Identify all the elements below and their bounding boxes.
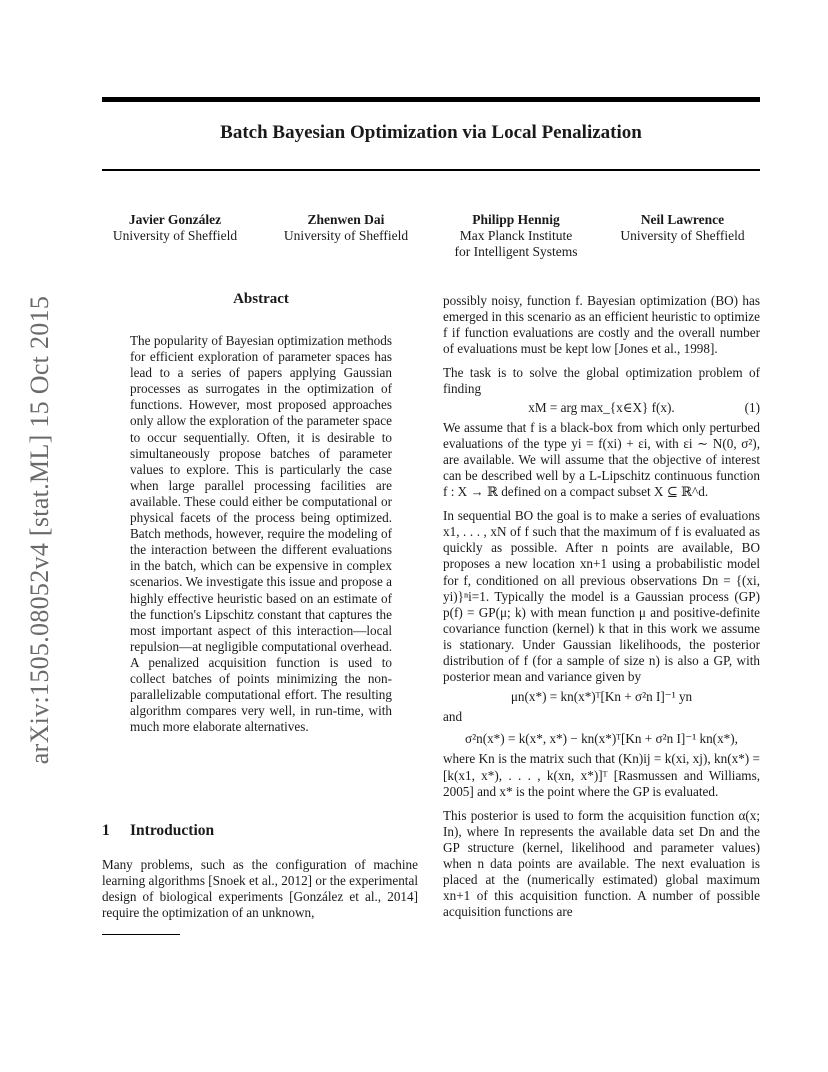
author-block xyxy=(436,212,596,260)
intro-paragraph: Many problems, such as the configuration of machine learning algorithms [Snoek et al., 2012] or the experimental design of biological experiments [González et al., 2014] require the optimization of an unknown, xyxy=(102,857,418,921)
author-name: Zhenwen Dai xyxy=(307,212,385,227)
author-name: Philipp Hennig xyxy=(472,212,560,227)
body-paragraph: The task is to solve the global optimization problem of finding xyxy=(443,365,760,397)
author-block xyxy=(271,212,421,244)
body-paragraph: where Kn is the matrix such that (Kn)ij = k(xi, xj), kn(x*) = [k(x1, x*), . . . , k(xn, x*)]ᵀ [Rasmussen and Williams, 2005] and x* is the point where the GP is evaluated. xyxy=(443,751,760,799)
author-name: Neil Lawrence xyxy=(640,212,725,227)
author-affiliation: University of Sheffield xyxy=(283,228,409,243)
title-rule-top xyxy=(102,97,760,102)
author-affiliation: Max Planck Institute xyxy=(459,228,573,243)
equation-body: xM = arg max_{x∈X} f(x). xyxy=(528,399,675,415)
body-paragraph: possibly noisy, function f. Bayesian optimization (BO) has emerged in this scenario as an efficient heuristic to optimize f if function evaluations are costly and the overall number of evaluations must be kept low [Jones et al., 1998]. xyxy=(443,293,761,357)
author-name: Javier González xyxy=(128,212,222,227)
author-affiliation: University of Sheffield xyxy=(112,228,238,243)
abstract-heading: Abstract xyxy=(233,291,289,307)
equation-posterior-mean: μn(x*) = kn(x*)ᵀ[Kn + σ²n I]⁻¹ yn xyxy=(510,689,693,705)
footnote-rule xyxy=(102,934,180,935)
body-paragraph: In sequential BO the goal is to make a series of evaluations x1, . . . , xN of f such that the maximum of f is evaluated as quickly as possible. After n points are available, BO proposes a new location xn+1 using a probabilistic model for f, conditioned on all previous observations Dn = {(xi, yi)}ⁿi=1. Typically the model is a Gaussian process (GP) p(f) = GP(μ; k) with mean function μ and positive-definite covariance function (kernel) k that in this work we assume is stationary. Under Gaussian likelihoods, the posterior distribution of f (for a sample of size n) is also a GP, with posterior mean and variance given by xyxy=(443,508,760,685)
right-column xyxy=(443,293,760,928)
body-paragraph: We assume that f is a black-box from which only perturbed evaluations of the type yi = f(xi) + εi, with εi ∼ N(0, σ²), are available. We will assume that the objective of interest can be described well by a L-Lipschitz continuous function f : X → ℝ defined on a compact subset X ⊆ ℝ^d. xyxy=(443,419,760,500)
author-affiliation: University of Sheffield xyxy=(620,228,745,243)
equation-posterior-variance: σ²n(x*) = k(x*, x*) − kn(x*)ᵀ[Kn + σ²n I]⁻¹ kn(x*), xyxy=(465,731,738,747)
paper-title: Batch Bayesian Optimization via Local Penalization xyxy=(220,122,642,143)
author-affiliation: for Intelligent Systems xyxy=(454,244,578,259)
and-word: and xyxy=(443,709,463,725)
author-block xyxy=(605,212,760,244)
body-paragraph: This posterior is used to form the acquisition function α(x; In), where In represents the available data set Dn and the GP structure (kernel, likelihood and parameter values) when n data points are available. The next evaluation is placed at the (numerically estimated) global maximum xn+1 of this acquisition function. A number of possible acquisition functions are xyxy=(443,807,760,920)
section-number: 1 xyxy=(102,822,110,839)
equation-1 xyxy=(443,400,760,416)
arxiv-sidebar xyxy=(22,285,58,775)
equation-number: (1) xyxy=(744,399,760,415)
abstract-text: The popularity of Bayesian optimization methods for efficient exploration of parameter spaces has lead to a series of papers applying Gaussian processes as surrogates in the optimization of functions. However, most proposed approaches only allow the exploration of the parameter space to occur sequentially. Often, it is desirable to simultaneously propose batches of parameter values to explore. This is particularly the case when large parallel processing facilities are available. These could either be computational or physical facets of the process being optimized. Batch methods, however, require the modeling of the interaction between the different evaluations in the batch, which can be expensive in complex scenarios. We investigate this issue and propose a highly effective heuristic based on an estimate of the function's Lipschitz constant that captures the most important aspect of this interaction—local repulsion—at negligible computational overhead. A penalized acquisition function is used to collect batches of points minimizing the non-parallelizable computational effort. The resulting algorithm compares very well, in run-time, with much more elaborate alternatives. xyxy=(130,333,392,735)
arxiv-identifier: arXiv:1505.08052v4 [stat.ML] 15 Oct 2015 xyxy=(25,295,55,765)
title-rule-bottom xyxy=(102,169,760,171)
section-title: Introduction xyxy=(130,822,215,839)
section-heading xyxy=(102,822,214,840)
author-block xyxy=(100,212,250,244)
